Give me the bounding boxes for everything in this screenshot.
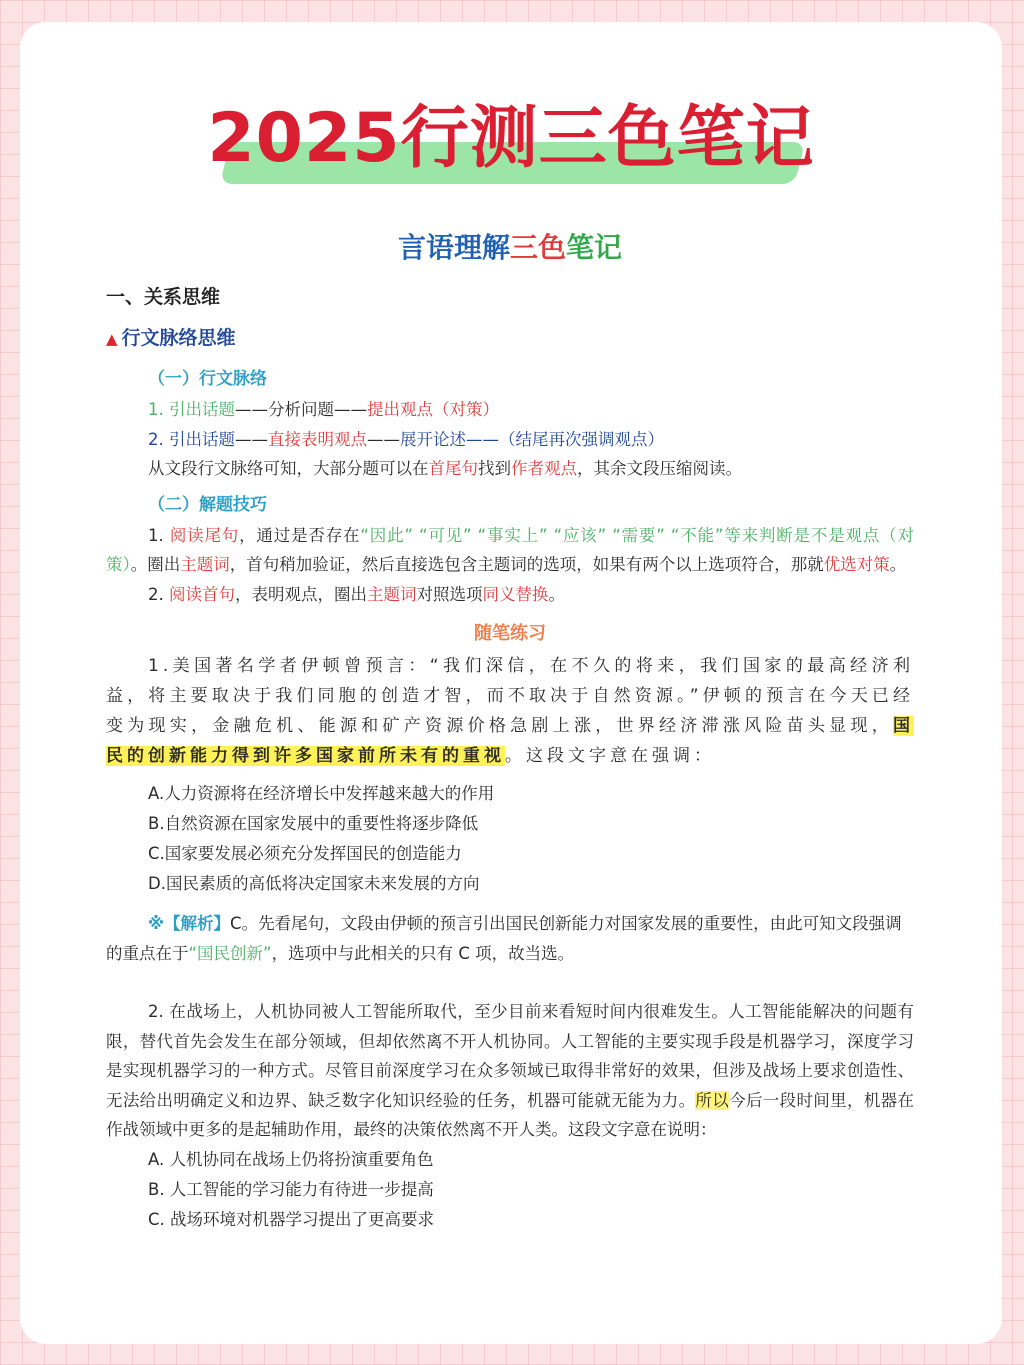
tip-1: 1. 阅读尾句，通过是否存在“因此” “可见” “事实上” “应该” “需要” “不能”等来判断是不是观点（对策）。圈出主题词，首句稍加验证，然后直接选包含主题词的选项，如果有两个以上选项符合，那就优选对策。 [106,525,914,574]
question-1-analysis: ※【解析】C。先看尾句，文段由伊顿的预言引出国民创新能力对国家发展的重要性，由此可知文段强调的重点在于“国民创新”，选项中与此相关的只有 C 项，故当选。 [106,914,902,963]
title-part-2: 三色 [509,231,566,264]
question-1-highlight: 国民的创新能力得到许多国家前所未有的重视 [106,716,914,766]
question-1-option-d: D.国民素质的高低将决定国家未来发展的方向 [148,874,480,893]
question-2-option-b: B. 人工智能的学习能力有待进一步提高 [148,1179,434,1199]
question-2-highlight: 所以 [695,1090,730,1110]
banner-title: 2025行测三色笔记 [207,99,815,178]
section-heading-2 [106,323,914,350]
sub-heading-1: （一）行文脉络 [148,369,267,389]
section-heading-1: 一、关系思维 [106,286,221,308]
structure-line-1: 1. 引出话题——分析问题——提出观点（对策） [148,400,499,419]
document-title [106,226,914,266]
analysis-label: ※【解析】 [148,914,231,933]
question-2-option-a: A. 人机协同在战场上仍将扮演重要角色 [148,1149,434,1169]
question-1-option-a: A.人力资源将在经济增长中发挥越来越大的作用 [148,784,495,803]
title-part-3: 笔记 [566,231,623,264]
section-heading-2-text: 行文脉络思维 [121,327,236,349]
structure-line-2: 2. 引出话题——直接表明观点——展开论述——（结尾再次强调观点） [148,429,664,449]
question-2-option-c: C. 战场环境对机器学习提出了更高要求 [148,1209,435,1229]
tip-2: 2. 阅读首句，表明观点，圈出主题词对照选项同义替换。 [148,584,565,604]
triangle-icon: ▲ [106,330,118,348]
question-2-stem: 2. 在战场上，人机协同被人工智能所取代，至少目前来看短时间内很难发生。人工智能能解决的问题有限，替代首先会发生在部分领域，但却依然离不开人机协同。人工智能的主要实现手段是机器学习，深度学习是实现机器学习的一种方式。尽管目前深度学习在众多领域已取得非常好的效果，但涉及战场上要求创造性、无法给出明确定义和边界、缺乏数字化知识经验的任务，机器可能就无能为力。所以今后一段时间里，机器在作战领域中更多的是起辅助作用，最终的决策依然离不开人类。这段文字意在说明： [106,1002,915,1139]
note-card [20,22,1002,1344]
question-1-stem: 1.美国著名学者伊顿曾预言：“我们深信，在不久的将来，我们国家的最高经济利益，将主要取决于我们同胞的创造才智，而不取决于自然资源。”伊顿的预言在今天已经变为现实，金融危机、能源和矿产资源价格急剧上涨，世界经济滞涨风险苗头显现，国民的创新能力得到许多国家前所未有的重视。这段文字意在强调： [106,656,914,766]
structure-summary: 从文段行文脉络可知，大部分题可以在首尾句找到作者观点，其余文段压缩阅读。 [148,459,742,478]
sub-heading-2: （二）解题技巧 [148,494,267,515]
banner [20,84,1002,194]
document-page [106,218,914,1235]
practice-title: 随笔练习 [474,623,546,644]
question-1-option-b: B.自然资源在国家发展中的重要性将逐步降低 [148,814,479,833]
question-1-option-c: C.国家要发展必须充分发挥国民的创造能力 [148,844,462,863]
title-part-1: 言语理解 [397,231,510,264]
